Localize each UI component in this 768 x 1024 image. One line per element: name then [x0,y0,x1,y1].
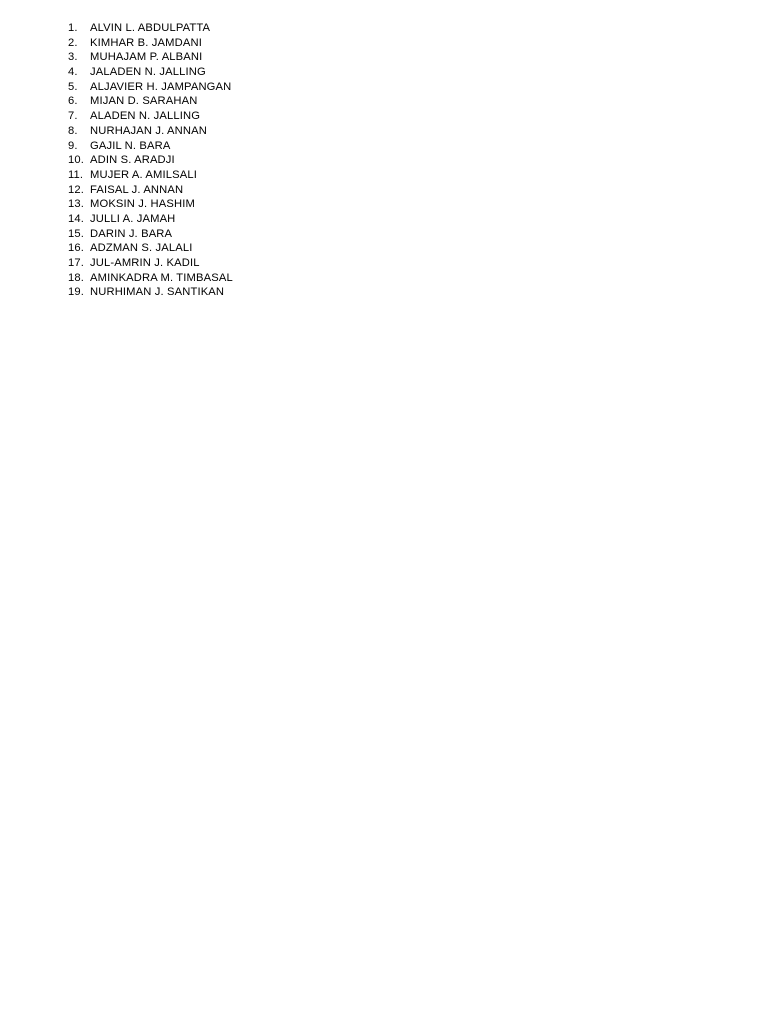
item-number: 15. [68,227,85,240]
item-number: 17. [68,257,85,269]
list-item [68,94,233,109]
list-item [68,241,233,256]
item-name: GAJIL N. BARA [90,139,171,152]
list-item [68,197,233,212]
name-list [68,21,233,300]
item-name: KIMHAR B. JAMDANI [90,36,202,49]
list-item [68,139,233,154]
list-item [68,21,233,36]
list-item [68,36,233,51]
list-item [68,124,233,139]
item-name: FAISAL J. ANNAN [90,183,184,196]
item-name: AMINKADRA M. TIMBASAL [90,271,233,284]
list-item [68,227,233,242]
item-number: 5. [68,80,78,93]
item-name: MOKSIN J. HASHIM [90,198,195,211]
list-item [68,80,233,95]
list-item [68,153,233,168]
list-item [68,256,233,271]
item-number: 19. [68,286,85,299]
list-item [68,271,233,286]
item-name: JULLI A. JAMAH [90,212,176,225]
list-item [68,50,233,65]
item-name: ADZMAN S. JALALI [90,242,193,255]
item-number: 16. [68,242,85,255]
list-item [68,212,233,227]
item-number: 7. [68,110,78,123]
item-name: JALADEN N. JALLING [90,66,206,79]
item-number: 10. [68,154,85,167]
item-number: 1. [68,22,78,34]
list-item [68,285,233,300]
item-name: ADIN S. ARADJI [90,154,175,167]
item-name: NURHIMAN J. SANTIKAN [90,286,225,299]
item-number: 9. [68,139,78,152]
item-number: 2. [68,36,78,49]
item-name: ALJAVIER H. JAMPANGAN [90,80,232,93]
item-number: 6. [68,95,78,108]
item-number: 8. [68,124,78,137]
list-item [68,65,233,80]
item-name: MUJER A. AMILSALI [90,168,197,181]
item-number: 11. [68,168,84,181]
item-name: MUHAJAM P. ALBANI [90,51,203,64]
item-number: 12. [68,183,85,196]
item-name: ALVIN L. ABDULPATTA [90,22,211,34]
item-number: 4. [68,66,78,79]
item-name: DARIN J. BARA [90,227,173,240]
item-name: JUL-AMRIN J. KADIL [90,257,200,269]
item-number: 18. [68,271,85,284]
list-item [68,109,233,124]
item-number: 14. [68,212,85,225]
item-number: 3. [68,51,78,64]
list-item [68,168,233,183]
item-number: 13. [68,198,85,211]
list-item [68,183,233,198]
item-name: NURHAJAN J. ANNAN [90,124,207,137]
item-name: ALADEN N. JALLING [90,110,201,123]
item-name: MIJAN D. SARAHAN [90,95,198,108]
